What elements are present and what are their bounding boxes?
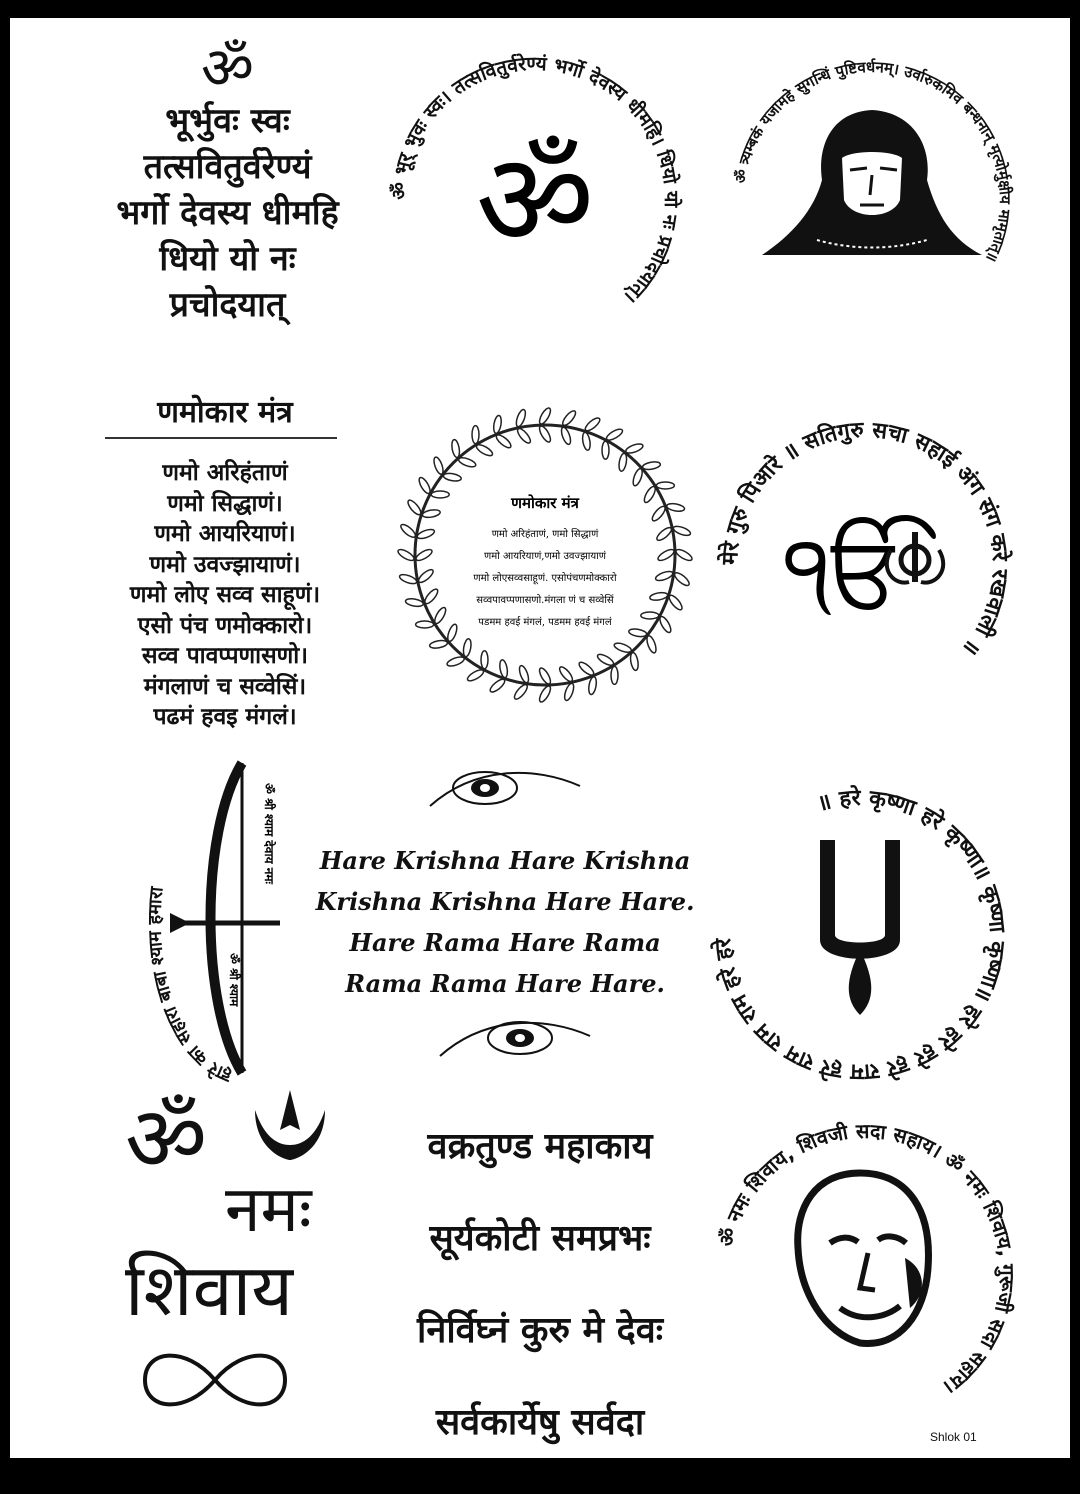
gayatri-line: भर्गो देवस्य धीमहि — [116, 193, 339, 233]
leaf-icon — [475, 443, 494, 458]
ek-onkar-icon: ੴ — [784, 512, 906, 629]
leaf-icon — [492, 415, 502, 434]
hare-krishna-line: Hare Rama Hare Rama — [349, 928, 661, 957]
leaf-icon — [499, 659, 509, 678]
hare-krishna-line: Krishna Krishna Hare Hare. — [315, 887, 695, 916]
leaf-icon — [650, 504, 667, 522]
khatu-ring-text: हारे का सहारा बाबा श्याम हमारा — [144, 885, 235, 1087]
navkar-line: एसो पंच णमोक्कारो। — [137, 611, 313, 639]
peacock-feather-icon — [425, 766, 585, 816]
leaf-icon — [537, 666, 552, 685]
guruji-circle — [710, 1118, 1020, 1428]
leaf-icon — [583, 416, 601, 433]
leaf-icon — [558, 665, 575, 683]
leaf-icon — [605, 427, 624, 442]
leaf-icon — [645, 635, 658, 654]
guruji-ring-text: ॐ नमः शिवाय, शिवजी सदा सहाय। ॐ नमः शिवाय, गुरूजी सदा सहाय। — [713, 1118, 1020, 1400]
gayatri-line: भूर्भुवः स्वः — [165, 101, 290, 141]
leaf-icon — [625, 442, 644, 455]
gayatri-mantra-stack — [105, 34, 350, 328]
leaf-icon — [561, 409, 578, 427]
leaf-icon — [656, 482, 674, 489]
leaf-icon — [518, 665, 531, 684]
khatu-inner-text: ॐ श्री श्याम — [227, 953, 241, 1007]
leaf-icon — [451, 439, 461, 458]
leaf-icon — [674, 547, 693, 562]
vakratunda-line: सर्वकार्येषु सर्वदा — [435, 1401, 645, 1443]
gayatri-line: धियो यो नः — [159, 239, 296, 279]
leaf-icon — [416, 621, 434, 628]
infinity-icon — [125, 1345, 305, 1415]
leaf-icon — [642, 461, 661, 471]
hare-krishna-mantra — [310, 840, 700, 1004]
leaf-icon — [399, 522, 417, 539]
leaf-icon — [641, 612, 659, 619]
leaf-icon — [416, 528, 435, 541]
gayatri-line: तत्सवितुर्वरेण्यं — [143, 147, 312, 187]
leaf-icon — [658, 615, 673, 634]
gayatri-ring-text: ॐ भूर् भुवः स्वः। तत्सवितुर्वरेण्यं भर्गो देवस्य धीमहि। धियो यो नः प्रचोदयात्। — [387, 52, 683, 308]
leaf-icon — [611, 666, 618, 684]
leaf-icon — [423, 587, 440, 605]
wreath-title: णमोकार मंत्र — [511, 494, 579, 512]
leaf-icon — [577, 660, 595, 677]
leaf-icon — [537, 424, 552, 443]
sheet-label: Shlok 01 — [930, 1430, 977, 1444]
hare-krishna-line: Rama Rama Hare Hare. — [345, 969, 665, 998]
leaf-icon — [433, 606, 448, 625]
khatu-side-text: ॐ श्री श्याम देवाय नमः — [262, 783, 276, 884]
leaf-icon — [655, 570, 674, 583]
trishul-icon — [170, 913, 280, 933]
leaf-icon — [481, 651, 488, 669]
leaf-icon — [537, 406, 552, 425]
shiva-face-icon — [762, 110, 982, 255]
hare-krishna-tilak-circle — [705, 780, 1015, 1090]
tilak-icon — [820, 840, 900, 1015]
leaf-icon — [581, 432, 591, 451]
leaf-icon — [466, 668, 485, 683]
vakratunda-line: निर्विघ्नं कुरु मे देवः — [417, 1309, 663, 1351]
leaf-icon — [649, 591, 668, 601]
leaf-icon — [667, 593, 684, 611]
om-symbol: ॐ — [201, 34, 254, 102]
wreath-line: पडमम हवई मंगलं, पडमम हवई मंगलं — [478, 617, 612, 628]
leaf-icon — [414, 547, 433, 562]
om-symbol: ॐ — [125, 1087, 208, 1192]
leaf-icon — [655, 526, 673, 543]
wreath-line: सव्वपावप्पणासणो.मंगला णं च सव्वेसिं — [476, 595, 614, 606]
tilak-ring-text: ॥ हरे कृष्णा हरे कृष्णा॥ कृष्णा कृष्णा॥ हरे हरे हरे हरे राम हरे राम राम राम हरे हरे — [710, 785, 1010, 1085]
svg-text:॥ हरे कृष्णा हरे कृष्णा॥ कृष्ण — [709, 784, 1010, 1084]
leaf-icon — [613, 641, 632, 654]
design-sheet — [10, 18, 1070, 1458]
leaf-icon — [618, 453, 628, 472]
navkar-line: पढमं हवइ मंगलं। — [153, 703, 297, 730]
leaf-icon — [494, 433, 512, 450]
shivaya-text: शिवाय — [125, 1248, 294, 1332]
svg-text:हारे का सहारा बाबा श्याम हमारा — [144, 885, 235, 1087]
khatu-shyam-bow — [130, 753, 320, 1087]
leaf-icon — [417, 476, 432, 495]
mahamrityunjaya-ring-text: ॐ त्र्यम्बकं यजामहे सुगन्धिं पुष्टिवर्धनम्। उर्वारुकमिव बन्धनान् मृत्योर्मुक्षीय मामृतात्॥ — [731, 57, 1015, 265]
leaf-icon — [516, 427, 533, 445]
divider — [105, 437, 337, 439]
leaf-icon — [596, 652, 615, 667]
leaf-icon — [406, 498, 423, 516]
om-namah-shivaya — [105, 1087, 365, 1420]
leaf-icon — [443, 472, 462, 482]
leaf-icon — [432, 456, 445, 475]
vakratunda-line: वक्रतुण्ड महाकाय — [427, 1125, 653, 1167]
ek-onkar-circle — [710, 410, 1020, 720]
leaf-icon — [422, 509, 441, 519]
leaf-icon — [514, 408, 527, 427]
navkar-line: णमो सिद्धाणं। — [167, 489, 283, 517]
leaf-icon — [563, 682, 576, 701]
leaf-icon — [656, 547, 675, 562]
leaf-icon — [472, 426, 479, 444]
leaf-icon — [673, 571, 691, 588]
leaf-icon — [537, 684, 552, 703]
leaf-icon — [429, 639, 448, 649]
om-symbol: ॐ — [475, 124, 595, 276]
navkar-line: मंगलाणं च सव्वेसिं। — [143, 672, 307, 700]
leaf-icon — [398, 573, 417, 586]
wreath-line: णमो अरिहंताणं, णमो सिद्धाणं — [491, 529, 599, 540]
leaf-icon — [396, 547, 415, 562]
leaf-icon — [628, 628, 647, 638]
wreath-line: णमो आयरियाणं,णमो उवज्झायाणं — [484, 551, 606, 562]
leaf-icon — [446, 623, 459, 642]
leaf-icon — [488, 677, 506, 694]
navkar-title: णमोकार मंत्र — [157, 395, 293, 430]
leaf-icon — [431, 491, 449, 498]
bow-icon — [211, 763, 243, 1073]
leaf-icon — [446, 655, 465, 668]
gayatri-circle — [375, 40, 695, 360]
leaf-icon — [642, 485, 657, 504]
navkar-line: णमो लोए सव्व साहूणं। — [129, 581, 321, 608]
navkar-line: णमो उवज्झायाणं। — [149, 550, 301, 578]
navkar-line: सव्व पावप्पणासणो। — [142, 642, 308, 669]
leaf-icon — [462, 638, 472, 657]
leaf-icon — [405, 598, 424, 608]
leaf-icon — [560, 426, 573, 445]
navkar-wreath — [395, 400, 695, 710]
mahamrityunjaya-circle — [722, 50, 1022, 350]
vakratunda-line: सूर्यकोटी समप्रभः — [429, 1217, 651, 1259]
wreath-line: णमो लोएसव्वसाहूणं. एसोपंचणमोक्कारो — [473, 573, 617, 584]
hare-krishna-line: Hare Krishna Hare Krishna — [319, 846, 691, 875]
namah-text: नमः — [225, 1173, 312, 1247]
navkar-line: णमो आयरियाणं। — [154, 520, 296, 547]
navkar-line: णमो अरिहंताणं — [162, 459, 288, 486]
leaf-icon — [602, 441, 609, 459]
navkar-lines — [90, 458, 360, 733]
leaf-icon — [629, 652, 639, 671]
leaf-icon — [672, 524, 691, 537]
leaf-icon — [666, 502, 685, 512]
leaf-icon — [417, 568, 435, 585]
vakratunda-shlok — [380, 1100, 700, 1458]
peacock-feather-icon — [435, 1016, 595, 1066]
leaf-icon — [631, 468, 644, 487]
gayatri-line: प्रचोदयात् — [169, 285, 286, 325]
sikh-ring-text: मेरे गुरु पिआरे ॥ सतिगुरु सचा सहाई अंग संग करे रखवाली ॥ — [717, 417, 1013, 660]
leaf-icon — [512, 683, 529, 701]
leaf-icon — [588, 676, 598, 695]
guruji-face-icon — [798, 1173, 929, 1343]
leaf-icon — [458, 456, 477, 469]
